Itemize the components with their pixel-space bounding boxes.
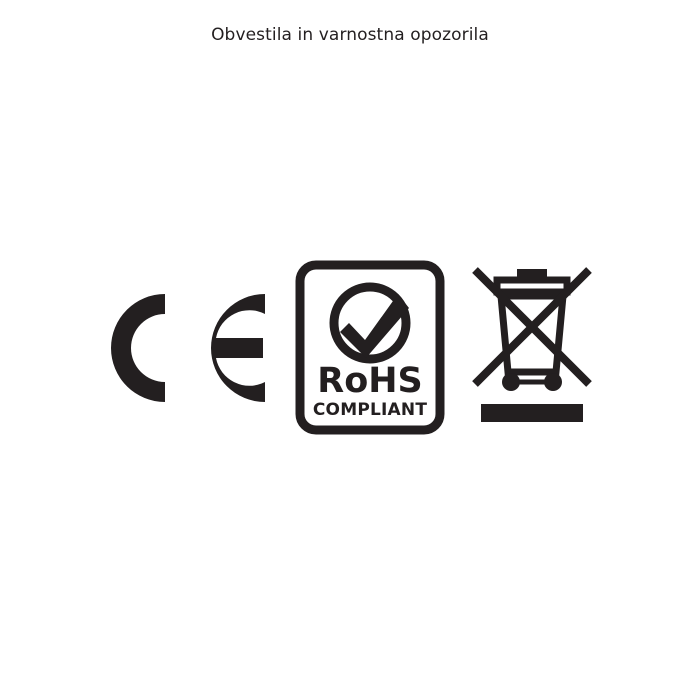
weee-mark [467,260,597,435]
compliance-marks-row [0,255,700,440]
ce-mark [103,278,273,418]
rohs-label-secondary: COMPLIANT [312,400,428,420]
rohs-label-primary: RoHS [317,361,423,401]
crossed-out-wheeled-bin-icon [475,269,589,422]
rohs-compliant-icon [300,265,440,430]
ce-marking-icon [111,294,265,402]
rohs-mark [295,260,445,435]
page-title: Obvestila in varnostna opozorila [211,25,489,45]
